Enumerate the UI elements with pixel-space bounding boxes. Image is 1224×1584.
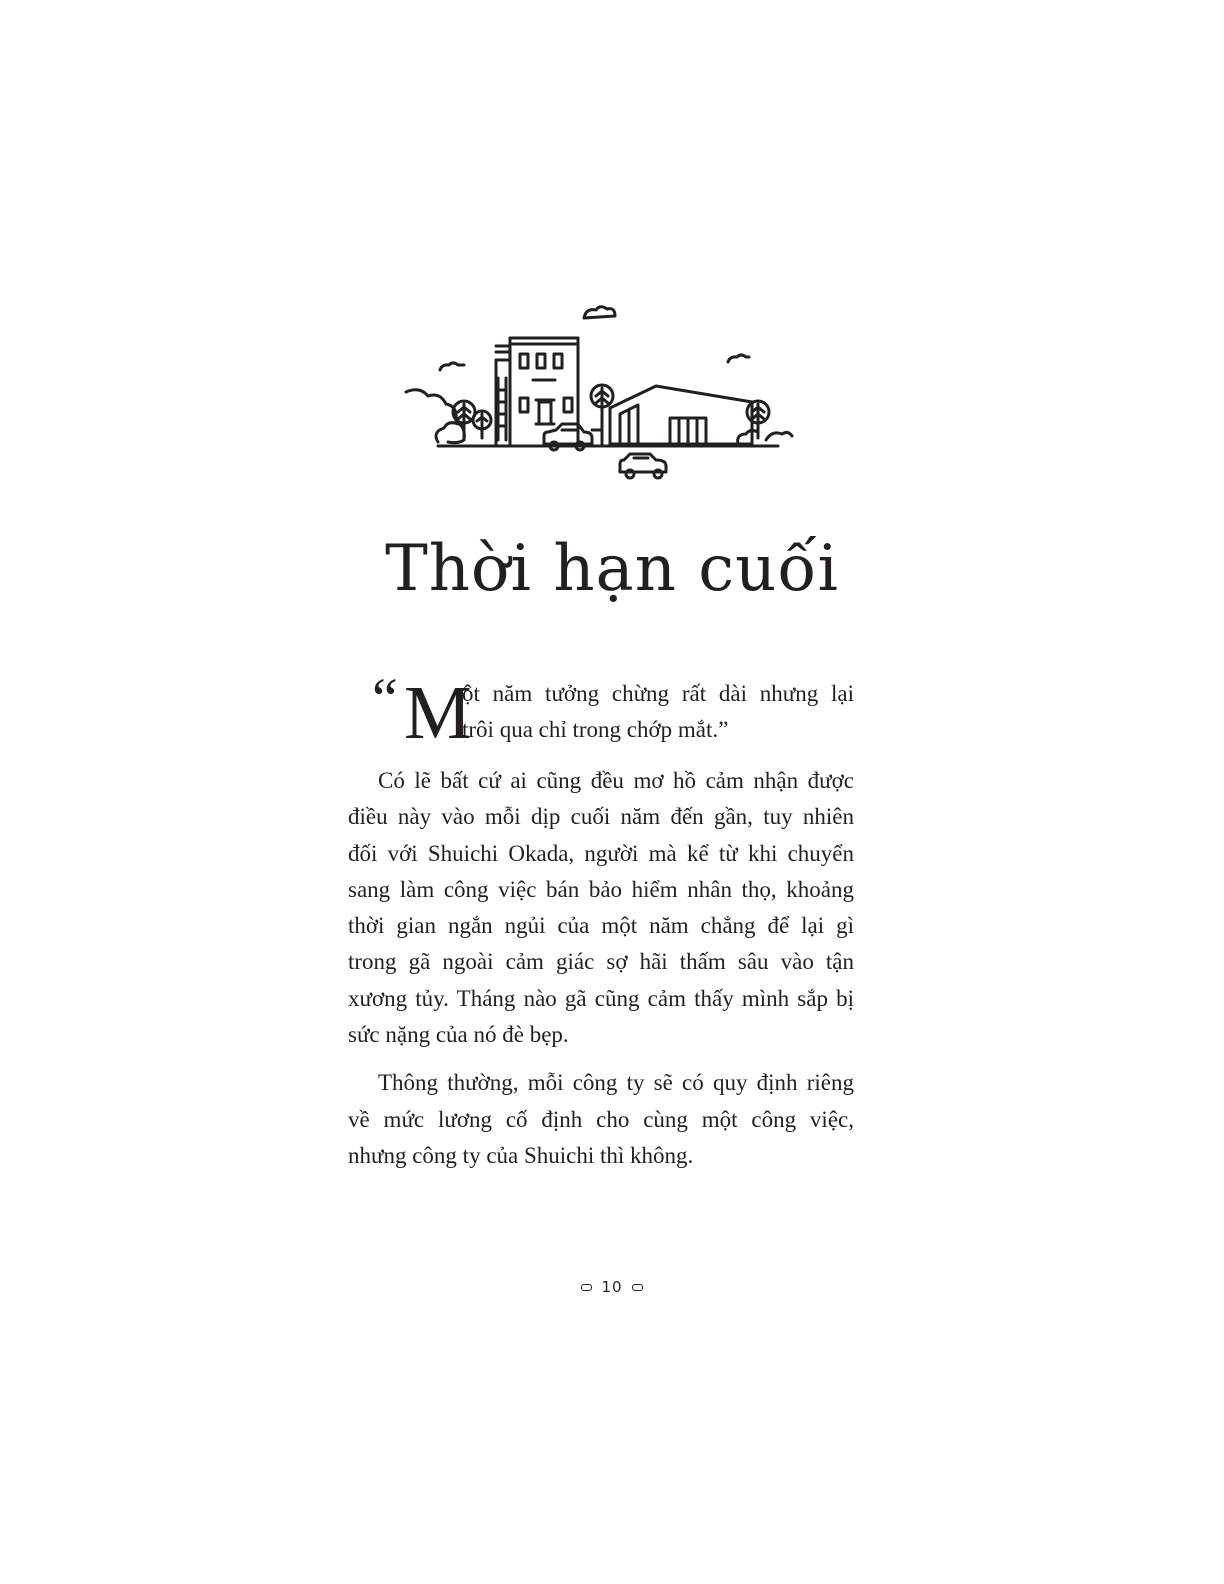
quote-line: ột năm tưởng chừng rất dài nhưng lại xyxy=(462,681,854,706)
house-and-garage-illustration xyxy=(398,300,798,485)
chapter-body xyxy=(348,666,854,1186)
text-line: thời gian ngắn ngủi của một năm chẳng để lại gì xyxy=(348,913,854,939)
text-line: sức nặng của nó đè bẹp. xyxy=(348,1022,569,1048)
bush-icon xyxy=(738,430,758,444)
text-line: nhưng công ty của Shuichi thì không. xyxy=(348,1142,694,1168)
text-line: đối với Shuichi Okada, người mà kể từ khi chuyển xyxy=(348,840,854,866)
page-number xyxy=(0,1278,1224,1296)
garage-icon xyxy=(610,386,752,444)
text-line: sang làm công việc bán bảo hiểm nhân thọ, khoảng xyxy=(348,876,854,902)
paragraph xyxy=(348,763,854,1053)
paragraph xyxy=(348,1065,854,1174)
cloud-icon xyxy=(728,355,749,362)
chapter-title: Thời hạn cuối xyxy=(385,532,839,606)
cloud-icon xyxy=(584,307,615,318)
car-icon xyxy=(544,424,592,444)
quote-line: trôi qua chỉ trong chớp mắt.” xyxy=(462,717,729,743)
page-ornament-left xyxy=(581,1284,592,1291)
opening-quote xyxy=(348,666,854,755)
text-line: trong gã ngoài cảm giác sợ hãi thấm sâu vào tận xyxy=(348,949,854,975)
text-line: Có lẽ bất cứ ai cũng đều mơ hồ cảm nhận được xyxy=(378,768,854,793)
dropcap-letter: M xyxy=(404,671,472,755)
opening-quote-mark: “ xyxy=(372,666,398,731)
text-line: xương tủy. Tháng nào gã cũng cảm thấy mình sắp bị xyxy=(348,985,854,1011)
page-ornament-right xyxy=(632,1284,643,1291)
text-line: điều này vào mỗi dịp cuối năm đến gần, tuy nhiên xyxy=(348,804,854,830)
page-number-value: 10 xyxy=(601,1278,623,1296)
cloud-icon xyxy=(440,363,464,370)
text-line: Thông thường, mỗi công ty sẽ có quy định riêng xyxy=(378,1070,854,1096)
text-line: về mức lương cố định cho cùng một công việc, xyxy=(348,1106,854,1132)
